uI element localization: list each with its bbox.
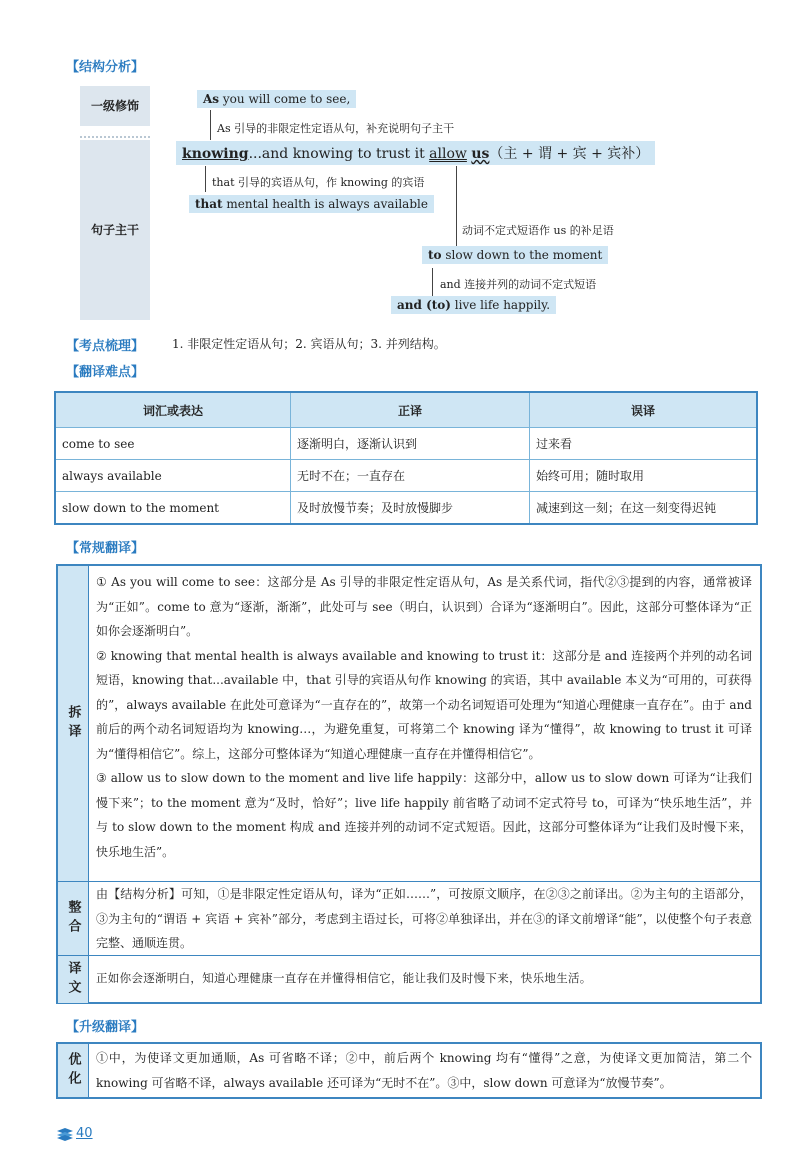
table-row [55,428,757,460]
structure-section-label: 【结构分析】 [66,60,145,75]
merge-text-wrap [96,882,752,956]
table-cell: 始终可用；随时取用 [530,460,758,492]
trans-row [58,955,760,1003]
table-header: 误译 [530,392,758,428]
that-keyword: that [195,197,223,211]
split-row [58,566,760,881]
split-text [96,570,752,864]
row2-label: 句子主干 [80,140,150,320]
upgrade-section-label: 【升级翻译】 [66,1020,145,1035]
to-keyword: to [428,248,442,262]
table-cell: 减速到这一刻；在这一刻变得迟钝 [530,492,758,525]
points-text: 1. 非限定性定语从句；2. 宾语从句；3. 并列结构。 [172,337,446,351]
table-header: 词汇或表达 [55,392,291,428]
that-note: that 引导的宾语从句，作 knowing 的宾语 [212,176,425,189]
main-clause [176,141,655,165]
regular-translation-box [56,564,762,1004]
table-row [55,492,757,525]
optimize-text-wrap [96,1046,752,1095]
table-cell: come to see [55,428,291,460]
table-cell: 及时放慢节奏；及时放慢脚步 [291,492,530,525]
table-cell: always available [55,460,291,492]
table-row [55,460,757,492]
table-header: 正译 [291,392,530,428]
page-footer [56,1126,93,1141]
main-mid: ...and knowing to trust it [248,146,430,162]
optimize-row [58,1044,760,1097]
table-cell: slow down to the moment [55,492,291,525]
and-note: and 连接并列的动词不定式短语 [440,278,597,291]
and-arrow [432,268,433,296]
inf-arrow [456,166,457,246]
table-cell: 逐渐明白，逐渐认识到 [291,428,530,460]
split-para-3: ③ allow us to slow down to the moment and live life happily：这部分中，allow us to slow down 可译为“让我们慢下来”；to the moment 意为“及时，恰好”；live life happily 前省略了动词不定式符号 to，可译为“快乐地生活”，并与 to slow down to the moment 构成 and 连接并列的动词不定式短语。因此，这部分可整体译为“让我们及时慢下来，快乐地生活”。 [96,771,752,859]
to-clause-rest: slow down to the moment [441,248,603,262]
difficulty-section-label: 【翻译难点】 [66,365,145,380]
row1-label: 一级修饰 [80,86,150,126]
merge-text: 由【结构分析】可知，①是非限定性定语从句，译为“正如……”，可按原文顺序，在②③之前译出。②为主句的主语部分，③为主句的“谓语 + 宾语 + 宾补”部分，考虑到主语过长，可将②单独译出，并在③的译文前增译“能”，以使整个句子表意完整、通顺连贯。 [96,887,752,950]
split-para-1: ① As you will come to see：这部分是 As 引导的非限定性定语从句，As 是关系代词，指代②③提到的内容，通常被译为“正如”。come to 意为“逐渐，渐渐”，此处可与 see（明白，认识到）合译为“逐渐明白”。因此，这部分可整体译为“正如你会逐渐明白”。 [96,575,752,638]
main-tail: （主 + 谓 + 宾 + 宾补） [489,146,650,162]
table-cell: 过来看 [530,428,758,460]
regular-section-label: 【常规翻译】 [66,541,145,556]
trans-label: 译文 [58,956,89,1003]
table-header-row [55,392,757,428]
upgrade-box [56,1042,762,1099]
split-para-2: ② knowing that mental health is always available and knowing to trust it：这部分是 and 连接两个并列的动名词短语，knowing that...available 中，that 引导的宾语从句作 knowing 的宾语，其中 available 本义为“可用的，可获得的”，always available 在此处可意译为“一直存在的”，故第一个动名词短语可处理为“知道心理健康一直存在”。由于 and 前后的两个动名词短语均为 knowing…，为避免重复，可将第二个 knowing 译为“懂得”，故 knowing to trust it 可译为“懂得相信它”。综上，这部分可整体译为“知道心理健康一直存在并懂得相信它”。 [96,648,752,761]
difficulty-table [54,391,758,525]
that-arrow [205,166,206,192]
inf-note: 动词不定式短语作 us 的补足语 [462,224,614,237]
that-clause-rest: mental health is always available [222,197,428,211]
main-allow: allow [429,146,467,162]
split-label: 拆译 [58,566,89,881]
as-note: As 引导的非限定性定语从句，补充说明句子主干 [217,122,455,135]
main-us: us [471,146,490,162]
book-icon [56,1127,74,1141]
label-divider [80,136,150,138]
optimize-label: 优化 [58,1044,89,1097]
and-keyword: and (to) [397,298,451,312]
that-clause [189,195,434,213]
as-clause [197,90,356,108]
merge-row [58,881,760,956]
points-section-label: 【考点梳理】 [66,339,145,354]
as-arrow [210,110,211,140]
table-cell: 无时不在；一直存在 [291,460,530,492]
main-knowing: knowing [182,146,249,162]
as-keyword: As [203,92,220,106]
as-clause-rest: you will come to see, [219,92,351,106]
page-number: 40 [76,1126,93,1141]
and-clause-rest: live life happily. [450,298,551,312]
and-clause [391,296,556,314]
optimize-text: ①中，为使译文更加通顺，As 可省略不译；②中，前后两个 knowing 均有“懂得”之意，为使译文更加简洁，第二个 knowing 可省略不译，always available 还可译为“无时不在”。③中，slow down 可意译为“放慢节奏”。 [96,1051,752,1090]
to-clause [422,246,608,264]
merge-label: 整合 [58,882,89,956]
trans-text: 正如你会逐渐明白，知道心理健康一直存在并懂得相信它，能让我们及时慢下来，快乐地生活。 [96,971,592,985]
